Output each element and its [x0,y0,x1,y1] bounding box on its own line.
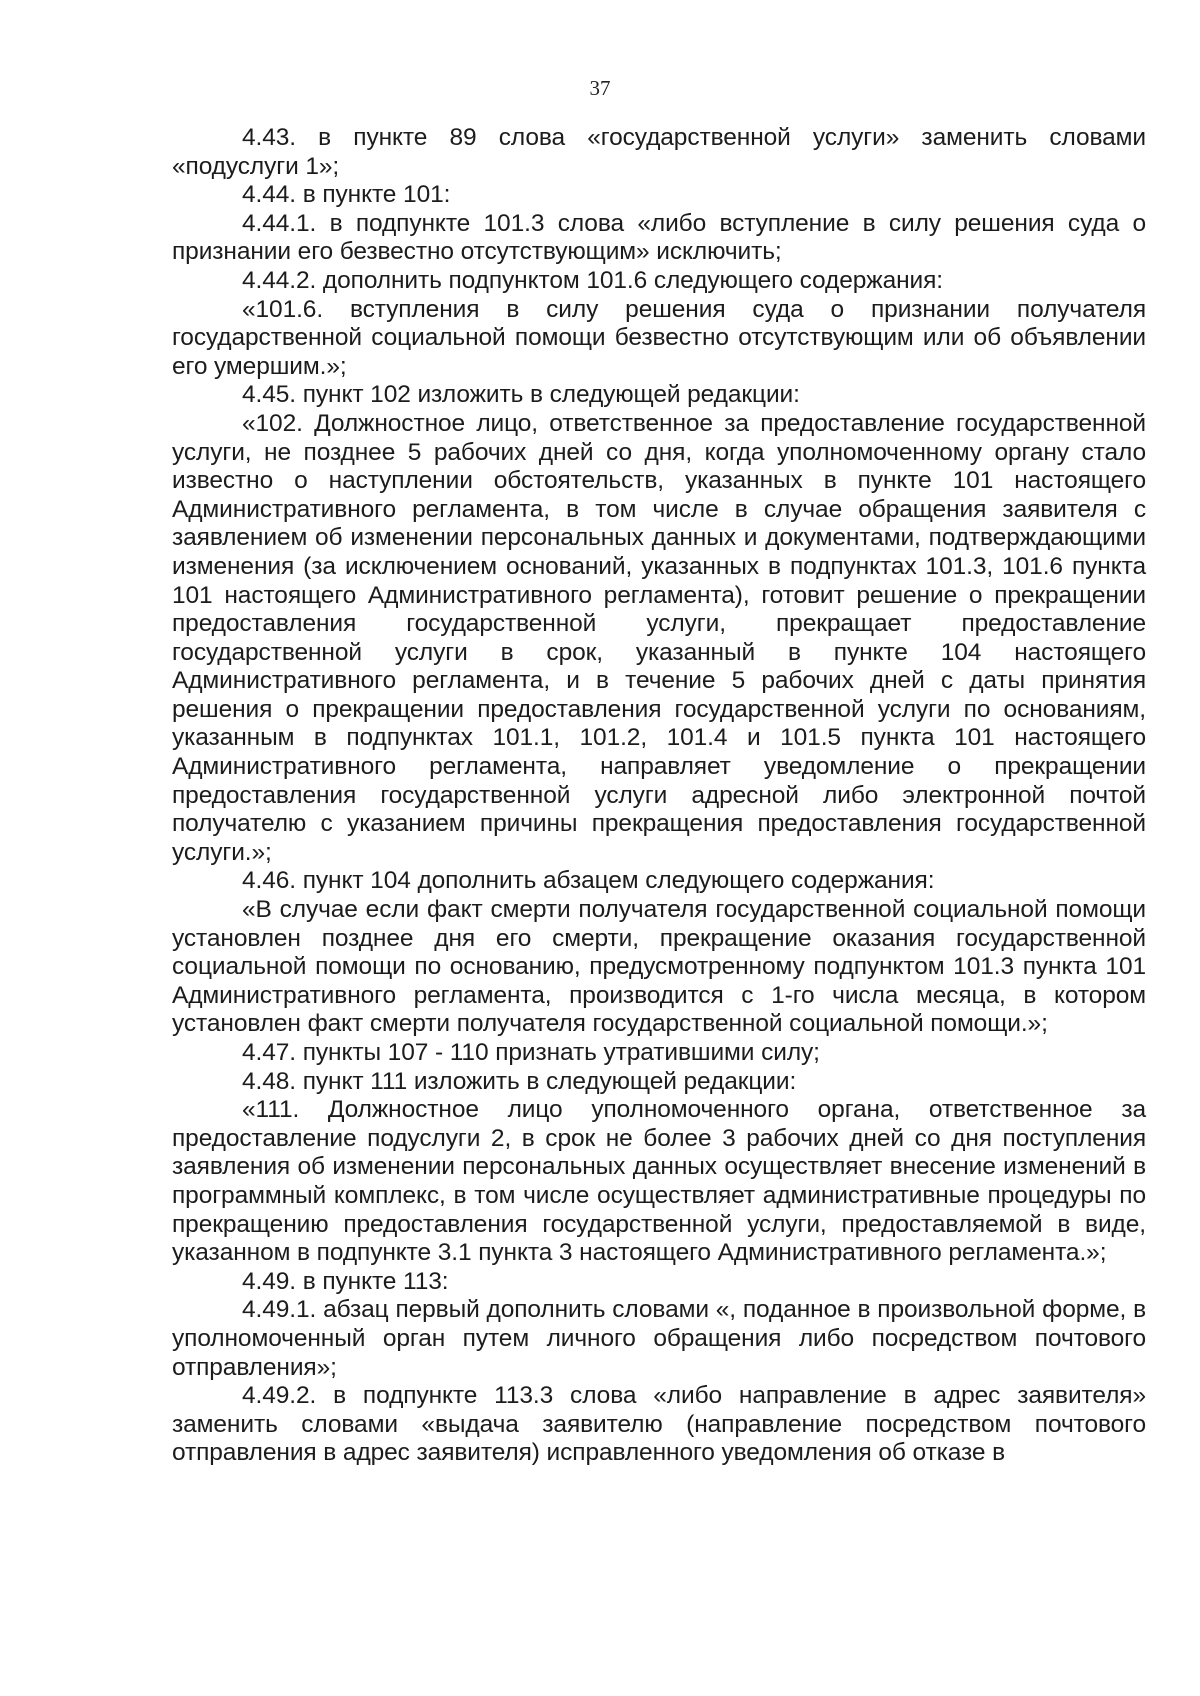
paragraph-4-49: 4.49. в пункте 113: [242,1267,449,1295]
page-number: 37 [589,76,611,100]
paragraph-4-43: 4.43. в пункте 89 слова «государственной услуги» заменить словами «подуслуги 1»; [172,124,1146,180]
document-body [172,124,1146,1468]
quote-101-6: «101.6. вступления в силу решения суда о признании получателя государственной социальной помощи безвестно отсутствующим или об объявлении его умершим.»; [172,295,1146,380]
quote-104-addition: «В случае если факт смерти получателя государственной социальной помощи установлен позднее дня его смерти, прекращение оказания государственной социальной помощи по основанию, предусмотренному подпунктом 101.3 пункта 101 Административного регламента, производится с 1-го числа месяца, в котором установлен факт смерти получателя государственной социальной помощи.»; [172,896,1146,1038]
paragraph-4-44-1: 4.44.1. в подпункте 101.3 слова «либо вступление в силу решения суда о признании его безвестно отсутствующим» исключить; [172,209,1146,266]
paragraph-4-44: 4.44. в пункте 101: [242,181,451,209]
quote-111: «111. Должностное лицо уполномоченного органа, ответственное за предоставление подуслуги 2, в срок не более 3 рабочих дней со дня поступления заявления об изменении персональных данных осуществляет внесение изменений в программный комплекс, в том числе осуществляет административные процедуры по прекращению предоставления государственной услуги, предоставляемой в виде, указанном в подпункте 3.1 пункта 3 настоящего Административного регламента.»; [172,1096,1146,1267]
paragraph-4-47: 4.47. пункты 107 - 110 признать утратившими силу; [242,1039,820,1066]
paragraph-4-45: 4.45. пункт 102 изложить в следующей редакции: [242,381,800,409]
paragraph-4-44-2: 4.44.2. дополнить подпунктом 101.6 следующего содержания: [242,266,943,294]
paragraph-4-49-2: 4.49.2. в подпункте 113.3 слова «либо направление в адрес заявителя» заменить словами «выдача заявителю (направление посредством почтового отправления в адрес заявителя) исправленного уведомления об отказе в [172,1382,1146,1467]
paragraph-4-46: 4.46. пункт 104 дополнить абзацем следующего содержания: [242,867,935,895]
paragraph-4-49-1: 4.49.1. абзац первый дополнить словами «, поданное в произвольной форме, в уполномоченный орган путем личного обращения либо посредством почтового отправления»; [172,1296,1146,1381]
paragraph-4-48: 4.48. пункт 111 изложить в следующей редакции: [242,1067,797,1095]
quote-102: «102. Должностное лицо, ответственное за предоставление государственной услуги, не позднее 5 рабочих дней со дня, когда уполномоченному органу стало известно о наступлении обстоятельств, указанных в пункте 101 настоящего Административного регламента, в том числе в случае обращения заявителя с заявлением об изменении персональных данных и документами, подтверждающими изменения (за исключением оснований, указанных в подпунктах 101.3, 101.6 пункта 101 настоящего Административного регламента), готовит решение о прекращении предоставления государственной услуги, прекращает предоставление государственной услуги в срок, указанный в пункте 104 настоящего Административного регламента, и в течение 5 рабочих дней с даты принятия решения о прекращении предоставления государственной услуги по основаниям, указанным в подпунктах 101.1, 101.2, 101.4 и 101.5 пункта 101 настоящего Административного регламента, направляет уведомление о прекращении предоставления государственной услуги адресной либо электронной почтой получателю с указанием причины прекращения предоставления государственной услуги.»; [172,409,1146,866]
